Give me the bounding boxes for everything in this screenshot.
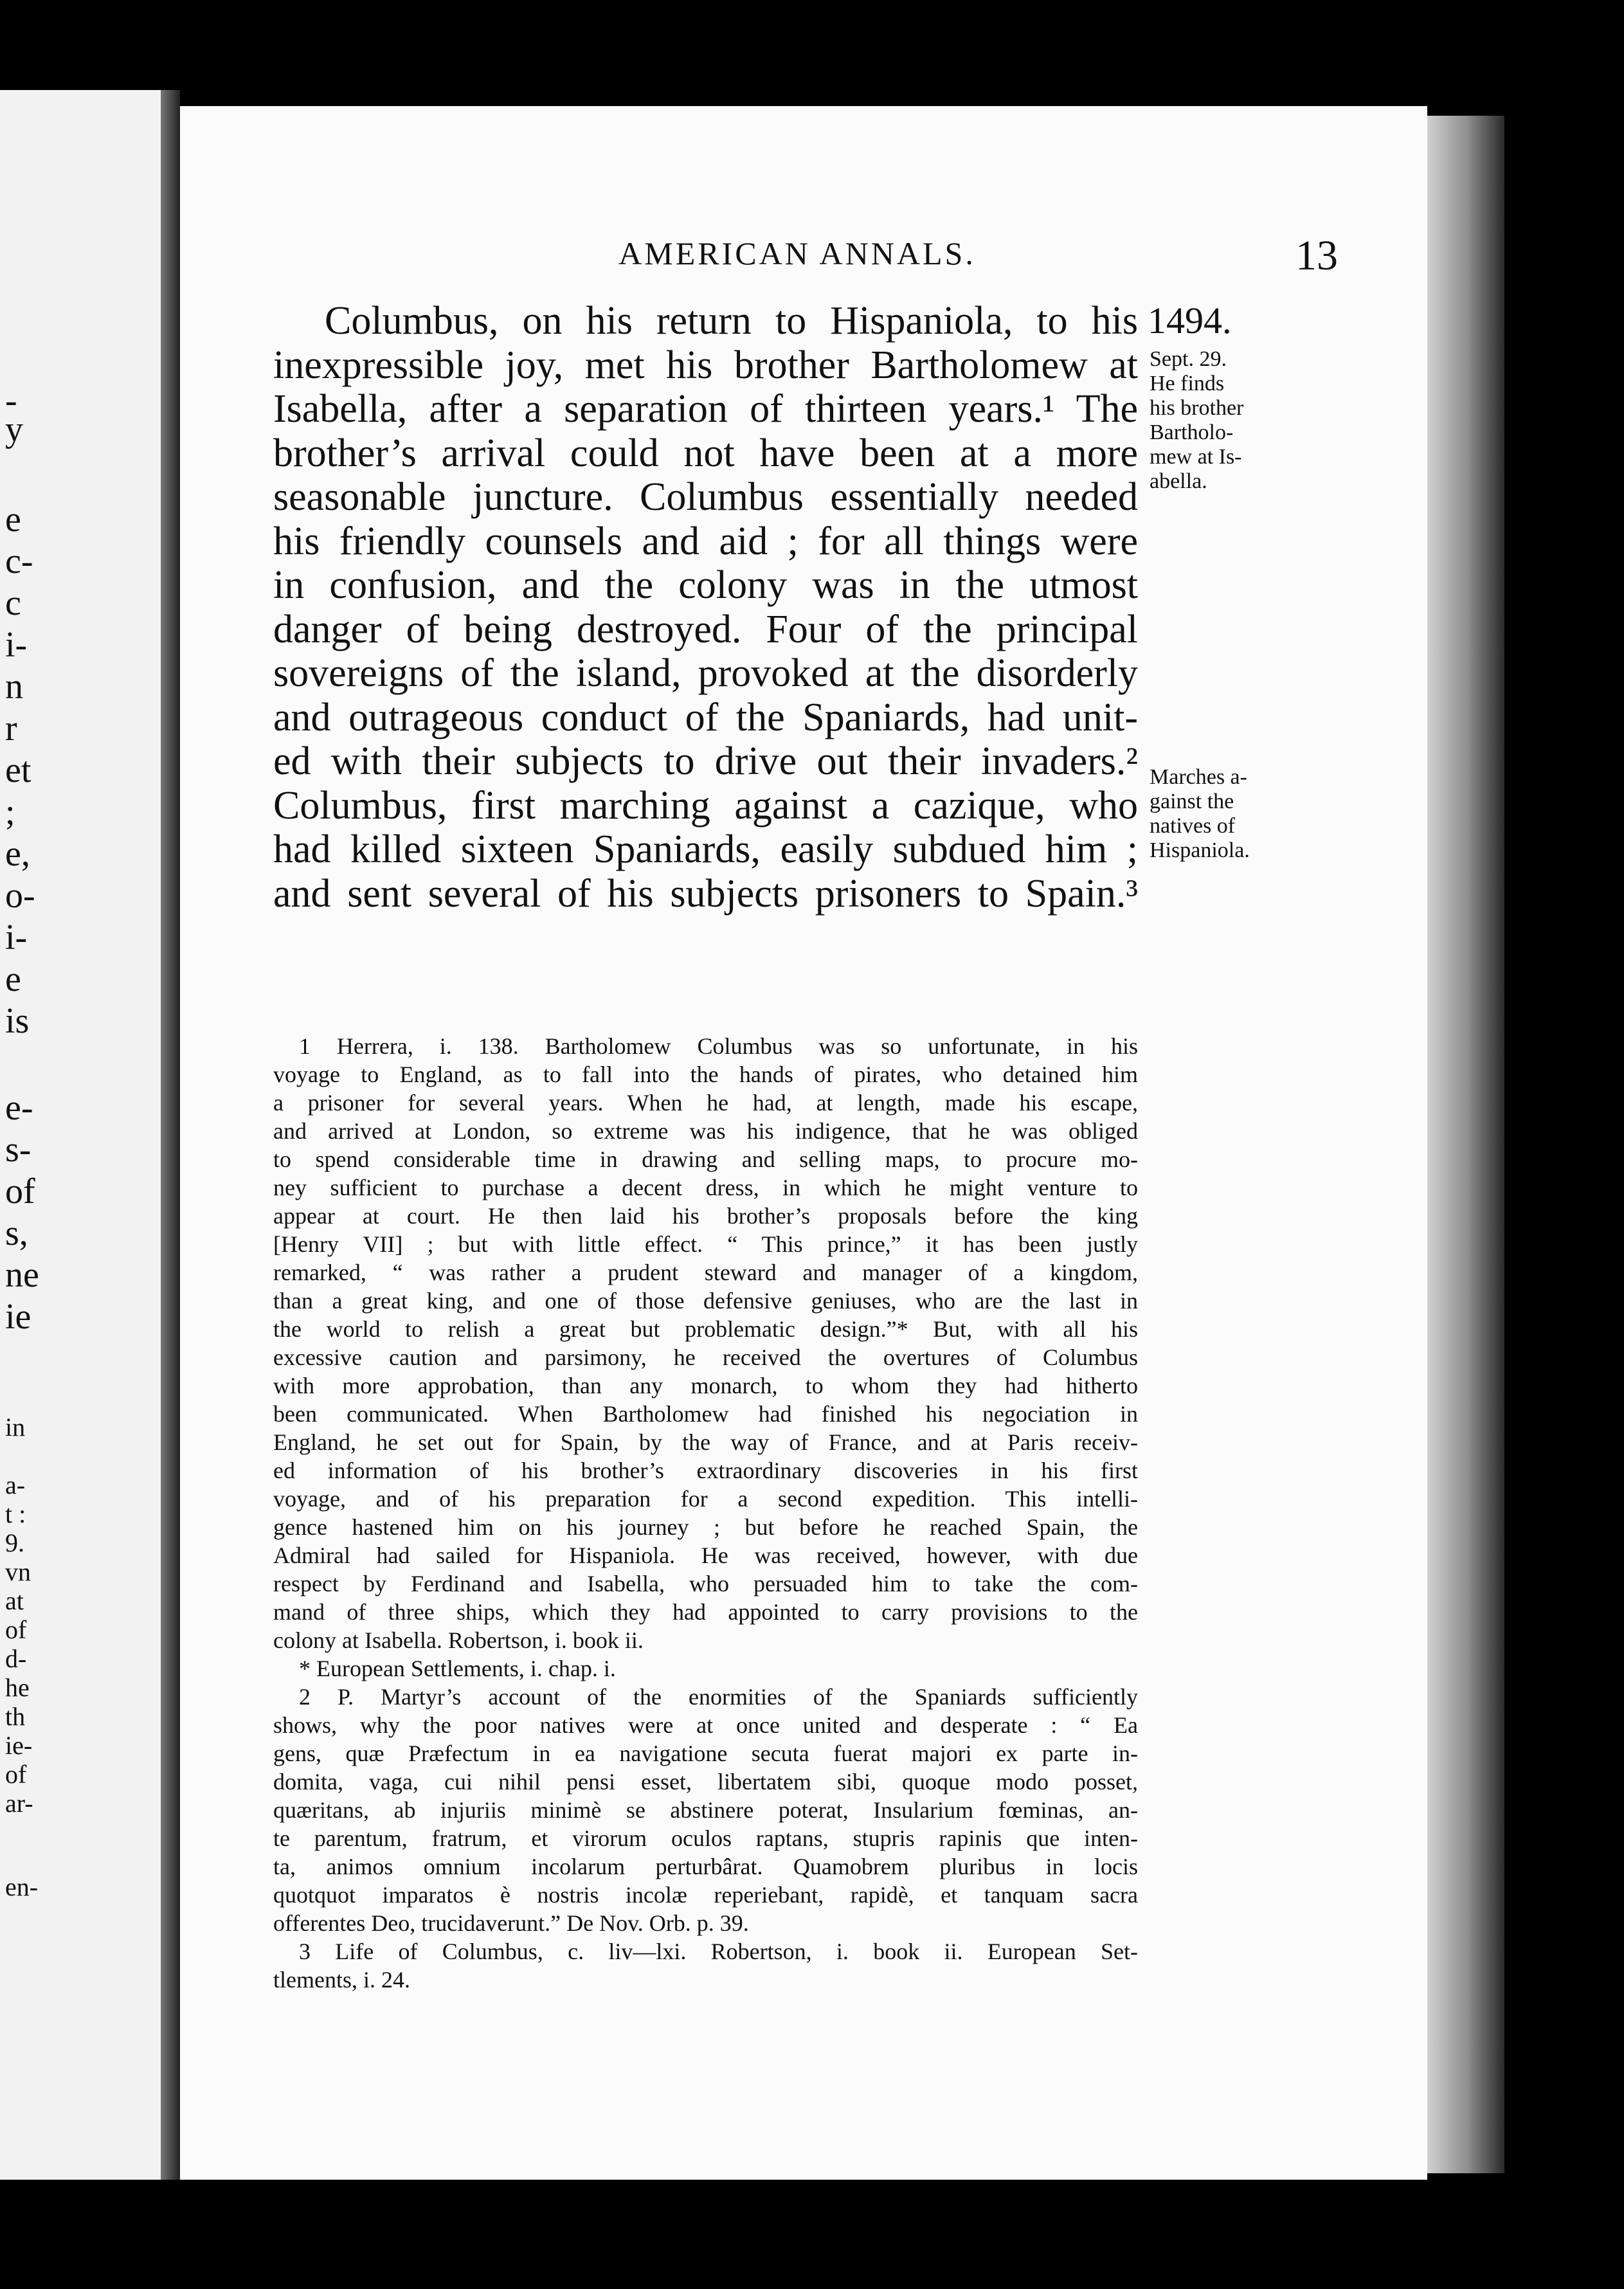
text-line: ed with their subjects to drive out their invaders.² — [273, 739, 1138, 783]
margin-note-marches — [1150, 765, 1291, 863]
left-page-fragment: n — [5, 667, 23, 707]
left-facing-page-edge — [0, 90, 161, 2180]
footnote-line: offerentes Deo, trucidaverunt.” De Nov. Orb. p. 39. — [273, 1910, 749, 1936]
running-title: AMERICAN ANNALS. — [618, 235, 976, 271]
left-page-fragment: he — [5, 1673, 30, 1702]
footnote-line: the world to relish a great but problematic design.”* But, with all his — [273, 1316, 1138, 1342]
text-line: and sent several of his subjects prisoners to Spain.³ — [273, 871, 1138, 916]
text-line: danger of being destroyed. Four of the principal — [273, 607, 1138, 651]
footnote-line: 3 Life of Columbus, c. liv—lxi. Robertson, i. book ii. European Set- — [299, 1939, 1138, 1964]
left-page-fragment: e — [5, 500, 21, 539]
left-page-fragment: ie — [5, 1297, 32, 1337]
footnote-line: to spend considerable time in drawing and selling maps, to procure mo- — [273, 1146, 1138, 1172]
footnote-line: England, he set out for Spain, by the way of France, and at Paris receiv- — [273, 1429, 1138, 1455]
left-page-fragment: o- — [5, 876, 35, 916]
margin-note-line: Marches a- — [1150, 765, 1247, 789]
footnote-line: voyage to England, as to fall into the hands of pirates, who detained him — [273, 1062, 1138, 1087]
margin-note-bartholomew — [1150, 347, 1291, 494]
left-page-fragment: ar- — [5, 1789, 33, 1818]
margin-note-line: Hispaniola. — [1150, 838, 1250, 862]
footnote-line: mand of three ships, which they had appointed to carry provisions to the — [273, 1599, 1138, 1625]
margin-note-line: gainst the — [1150, 790, 1234, 813]
text-line: had killed sixteen Spaniards, easily subdued him ; — [273, 828, 1138, 871]
left-page-fragment: r — [5, 709, 17, 748]
left-page-fragment: d- — [5, 1644, 27, 1673]
footnote-line: remarked, “ was rather a prudent steward and manager of a kingdom, — [273, 1260, 1138, 1285]
text-line: Isabella, after a separation of thirteen years.¹ The — [273, 387, 1138, 431]
page-number: 13 — [1295, 232, 1338, 279]
left-page-fragment: ; — [5, 792, 15, 832]
margin-note-line: Bartholo- — [1150, 421, 1234, 444]
left-page-fragment: e, — [5, 834, 30, 874]
margin-year: 1494. — [1148, 300, 1232, 341]
footnote-line: colony at Isabella. Robertson, i. book ii. — [273, 1627, 644, 1653]
footnote-line: a prisoner for several years. When he had, at length, made his escape, — [273, 1090, 1138, 1116]
left-page-fragment: en- — [5, 1872, 39, 1901]
footnote-line: excessive caution and parsimony, he received the overtures of Columbus — [273, 1344, 1138, 1370]
text-line: seasonable juncture. Columbus essentially needed — [273, 475, 1138, 519]
left-page-fragment: e — [5, 959, 21, 999]
footnote-line: 1 Herrera, i. 138. Bartholomew Columbus was so unfortunate, in his — [299, 1033, 1138, 1059]
footnote-line: gence hastened him on his journey ; but before he reached Spain, the — [273, 1514, 1138, 1540]
book-spine-shadow — [161, 90, 180, 2180]
left-page-fragment: ne — [5, 1255, 39, 1295]
left-page-fragment: of — [5, 1760, 27, 1789]
left-page-fragment: th — [5, 1702, 26, 1731]
left-page-fragment: et — [5, 750, 32, 790]
text-line: sovereigns of the island, provoked at the disorderly — [273, 651, 1138, 695]
left-page-fragment: i- — [5, 625, 28, 665]
footnote-line: Admiral had sailed for Hispaniola. He was received, however, with due — [273, 1543, 1138, 1568]
footnote-line: been communicated. When Bartholomew had finished his negociation in — [273, 1401, 1138, 1427]
footnote-line: appear at court. He then laid his brother’s proposals before the king — [273, 1203, 1138, 1229]
footnote-line: gens, quæ Præfectum in ea navigatione secuta fuerat majori ex parte in- — [273, 1741, 1138, 1766]
footnote-line: quæritans, ab injuriis minimè se abstinere poterat, Insularium fœminas, an- — [273, 1797, 1138, 1823]
footnote-line: and arrived at London, so extreme was his indigence, that he was obliged — [273, 1118, 1138, 1144]
left-page-fragment: c — [5, 583, 21, 623]
footnote-line: ta, animos omnium incolarum perturbârat. Quamobrem pluribus in locis — [273, 1854, 1138, 1879]
margin-note-line: He finds — [1150, 372, 1225, 395]
footnote-line: ed information of his brother’s extraordinary discoveries in his first — [273, 1458, 1138, 1483]
footnote-line: tlements, i. 24. — [273, 1967, 410, 1993]
text-line: in confusion, and the colony was in the utmost — [273, 563, 1138, 607]
left-page-fragment: - — [5, 381, 17, 421]
margin-note-line: his brother — [1150, 396, 1244, 420]
footnote-line: shows, why the poor natives were at once united and desperate : “ Ea — [273, 1712, 1138, 1738]
left-page-fragment: of — [5, 1172, 35, 1211]
margin-note-line: abella. — [1150, 469, 1207, 493]
left-page-fragment: in — [5, 1413, 26, 1442]
main-paragraph — [273, 299, 1138, 916]
book-page — [180, 106, 1427, 2180]
text-line: and outrageous conduct of the Spaniards, had unit- — [273, 695, 1138, 739]
margin-note-line: Sept. 29. — [1150, 347, 1227, 371]
left-page-fragment: of — [5, 1615, 27, 1644]
left-page-fragment: 9. — [5, 1528, 24, 1557]
footnote-line: * European Settlements, i. chap. i. — [299, 1656, 616, 1681]
footnote-line: domita, vaga, cui nihil pensi esset, libertatem sibi, quoque modo posset, — [273, 1769, 1138, 1795]
left-page-fragment: c- — [5, 541, 33, 581]
footnote-line: quotquot imparatos è nostris incolæ reperiebant, rapidè, et tanquam sacra — [273, 1882, 1138, 1908]
footnote-line: [Henry VII] ; but with little effect. “ This prince,” it has been justly — [273, 1231, 1138, 1257]
margin-note-line: natives of — [1150, 814, 1236, 838]
text-line: his friendly counsels and aid ; for all things were — [273, 519, 1138, 563]
text-line: Columbus, on his return to Hispaniola, to his — [325, 299, 1138, 343]
page-edge-shadow — [1414, 116, 1504, 2173]
left-page-fragment: s, — [5, 1213, 28, 1253]
left-page-fragment: e- — [5, 1088, 33, 1128]
footnote-line: ney sufficient to purchase a decent dress, in which he might venture to — [273, 1175, 1138, 1200]
text-line: inexpressible joy, met his brother Bartholomew at — [273, 343, 1138, 387]
footnote-line: than a great king, and one of those defensive geniuses, who are the last in — [273, 1288, 1138, 1314]
footnote-line: 2 P. Martyr’s account of the enormities of the Spaniards sufficiently — [299, 1684, 1138, 1710]
footnotes — [273, 1032, 1138, 1994]
left-page-fragment: i- — [5, 918, 28, 957]
left-page-fragment: ie- — [5, 1731, 33, 1760]
left-page-fragment: y — [5, 410, 23, 449]
left-page-fragment: t : — [5, 1499, 26, 1528]
left-page-fragment: s- — [5, 1130, 32, 1170]
text-line: Columbus, first marching against a cazique, who — [273, 783, 1138, 828]
left-page-fragment: vn — [5, 1557, 31, 1586]
margin-note-line: mew at Is- — [1150, 445, 1242, 469]
footnote-line: respect by Ferdinand and Isabella, who persuaded him to take the com- — [273, 1571, 1138, 1597]
footnote-line: with more approbation, than any monarch, to whom they had hitherto — [273, 1373, 1138, 1398]
footnote-line: te parentum, fratrum, et virorum oculos raptans, stupris rapinis que inten- — [273, 1825, 1138, 1851]
left-page-fragment: is — [5, 1001, 30, 1041]
left-page-fragment: a- — [5, 1470, 26, 1499]
footnote-line: voyage, and of his preparation for a second expedition. This intelli- — [273, 1486, 1138, 1512]
text-line: brother’s arrival could not have been at a more — [273, 431, 1138, 475]
left-page-fragment: at — [5, 1586, 24, 1615]
